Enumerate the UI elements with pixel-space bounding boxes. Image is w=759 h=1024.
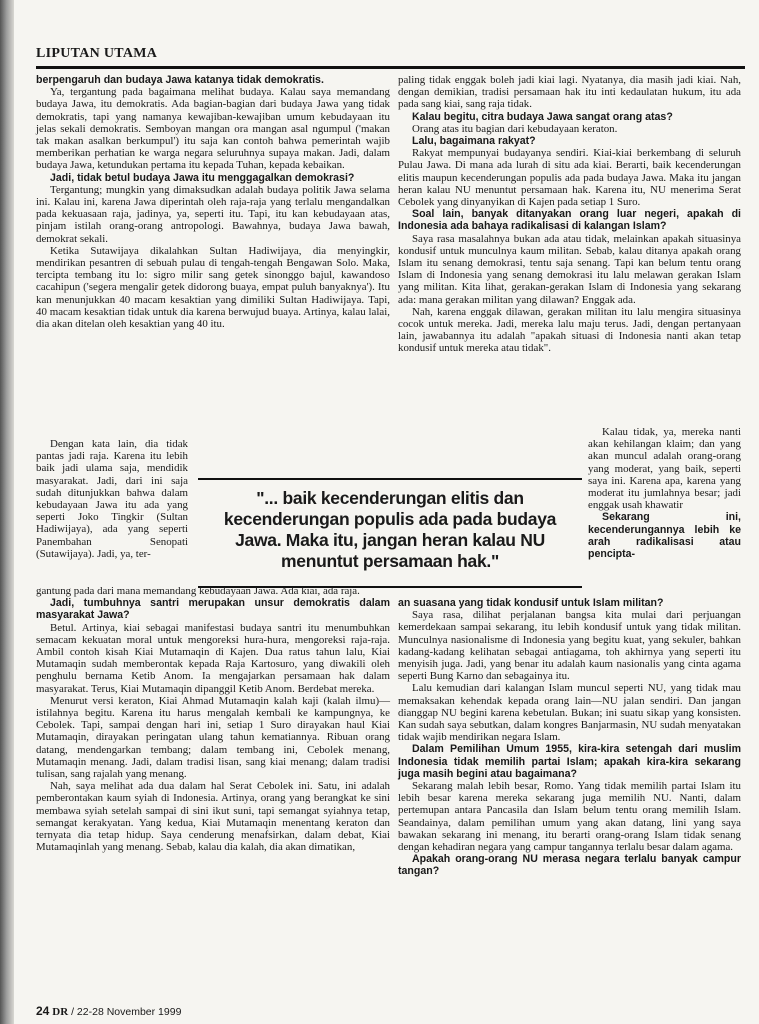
question: Jadi, tidak betul budaya Jawa itu menggagalkan demokrasi?: [50, 171, 355, 184]
pull-quote: [198, 468, 582, 588]
paragraph: Saya rasa, dilihat perjalanan bangsa kita mulai dari perjuangan kemerdekaan sampai sekarang, itu lebih kondusif untuk yang tidak militan. Munculnya nasionalisme di Indonesia yang begitu kuat, yang sekuler, bahkan kadang-kadang kelihatan sebagai antiagama, toh akhirnya yang seperti itu menyisih juga. Jadi, yang benar itu adalah kaum nasionalis yang cinta agama seperti Bung Karno dan sebagainya itu.: [398, 609, 741, 683]
question: Kalau begitu, citra budaya Jawa sangat orang atas?: [412, 110, 673, 123]
left-narrow-column: [36, 438, 188, 560]
page-number: 24: [36, 1004, 50, 1018]
paragraph: Sekarang malah lebih besar, Romo. Yang tidak memilih partai Islam itu lebih besar karena mereka sekarang juga memilih NU. Nanti, dalam pertemupan antara Pancasila dan Islam belum tentu orang memilih Islam. Seandainya, dalam pemilihan umum yang akan datang, lini yang saya bawakan sekarang ini menang, itu berarti orang-orang Islam tidak senang dengan kehadiran negara yang campur tangannya terlalu besar dalam agama.: [398, 780, 741, 854]
right-bottom-column: [398, 597, 741, 878]
paragraph: Kalau tidak, ya, mereka nanti akan kehilangan klaim; dan yang akan muncul adalah orang-orang yang moderat, yang baik, seperti saya ini. Karena apa, karena yang moderat itu jumlahnya besar; jadi enggak usah khawatir: [588, 426, 741, 512]
left-bottom-column: [36, 585, 390, 853]
issue-date: / 22-28 November 1999: [71, 1006, 182, 1018]
right-column: [398, 74, 741, 355]
paragraph: Betul. Artinya, kiai sebagai manifestasi budaya santri itu menumbuhkan semacam kekuatan moral untuk mengoreksi hura-hura, mengoreksi raja-raja. Ambil contoh kisah Kiai Mutamaqin di Kajen. Dua ratus tahun lalu, Kiai Mutamaqin sudah memberontak kepada Raja Kartosuro, yang diwakili oleh penghulu bernama Ketib Anom. Ia mengajarkan persamaan hak dalam masyarakat. Terus, Kiai Mutamaqin dipanggil Ketib Anom. Berdebat mereka.: [36, 621, 390, 695]
section-label: LIPUTAN UTAMA: [36, 46, 158, 61]
right-narrow-column: [588, 426, 741, 560]
question: Jadi, tumbuhnya santri merupakan unsur demokratis dalam masyarakat Jawa?: [36, 597, 390, 622]
paragraph: Nah, saya melihat ada dua dalam hal Serat Cebolek ini. Satu, ini adalah pemberontakan kaum syiah di Indonesia. Artinya, orang yang berangkat ke sini membawa syiah setelah sampai di sini ikut suni, tapi semangat syiahnya tetap, semangat kerakyatan. Yang kedua, Kiai Mutamaqin menentang keraton dan ternyata dia tetap hidup. Saya cenderung menafsirkan, dalam debat, Kiai Mutamaqinlah yang menang. Sebab, kalau dia kalah, dia akan dimatikan,: [36, 780, 390, 854]
left-column: [36, 74, 390, 330]
paragraph: Saya rasa masalahnya bukan ada atau tidak, melainkan apakah situasinya kondusif untuk munculnya kaum militan. Sebab, kalau ditanya apakah orang Islam itu senang demokrasi, tentu saja senang. Tapi kan belum tentu orang Islam di Indonesia yang senang demokrasi itu lalu melawan gerakan Islam yang militan. Kita lihat, gerakan-gerakan Islam di Indonesia yang sekarang ada: mana gerakan militan yang dilawan? Enggak ada.: [398, 232, 741, 306]
paragraph: Menurut versi keraton, Kiai Ahmad Mutamaqin kalah kaji (kalah ilmu)—istilahnya begitu. Karena itu harus mengalah kembali ke kampungnya, ke Cebolek. Tapi, sampai dengan hari ini, setiap 1 Suro dirayakan haul Kiai Mutamaqin, dirayakan peringatan ulang tahun kematiannya. Ribuan orang datang, mendengarkan tembang; dalam tembang ini, Cebolek menang, Mutamaqin menang. Jadi, dalam tradisi lisan, sang kiai menang; dalam tradisi tulisan, sang rajalah yang menang.: [36, 694, 390, 781]
question: an suasana yang tidak kondusif untuk Islam militan?: [398, 597, 664, 609]
paragraph: Dengan kata lain, dia tidak pantas jadi raja. Karena itu lebih baik jadi ulama saja, mendidik masyarakat. Jadi, dari ini saja sudah ditunjukkan bahwa dalam kebudayaan Jawa itu ada yang seperti Joko Tingkir (Sultan Hadiwijaya), ada yang seperti Panembahan Senopati (Sutawijaya). Jadi, ya, ter-: [36, 438, 188, 560]
question: Apakah orang-orang NU merasa negara terlalu banyak campur tangan?: [398, 853, 741, 878]
scan-margin: [0, 0, 14, 1024]
magazine-logo: DR: [52, 1006, 69, 1018]
paragraph: Orang atas itu bagian dari kebudayaan keraton.: [412, 122, 618, 135]
question: Dalam Pemilihan Umum 1955, kira-kira setengah dari muslim Indonesia tidak memilih partai Islam; apakah kira-kira sekarang juga masih begini atau bagaimana?: [398, 743, 741, 780]
question: Lalu, bagaimana rakyat?: [412, 135, 536, 148]
paragraph: paling tidak enggak boleh jadi kiai lagi. Nyatanya, dia masih jadi kiai. Nah, dengan demikian, tradisi persamaan hak itu inti kedaulatan hukum, itu ada pada sang kiai, sang raja tidak.: [398, 74, 741, 111]
page-footer: [36, 1004, 181, 1018]
question: Soal lain, banyak ditanyakan orang luar negeri, apakah di Indonesia ada bahaya radikalisasi di kalangan Islam?: [398, 208, 741, 233]
paragraph: Ya, tergantung pada bagaimana melihat budaya. Kalau saya memandang budaya Jawa, itu demokratis. Ada bagian-bagian dari budaya Jawa yang tidak demokratis, tapi yang namanya kewajiban-kewajiban umum kebudayaan itu jelas sekali demokratis. Semboyan mangan ora mangan asal ngumpul ('makan tak makan asalkan berkumpul') itu saja kan contoh bahwa pemerintah wajib memberikan perhatian ke warga negara seluruhnya supaya makan. Jadi, dalam budaya Jawa, ketundukan pertama itu kepada Tuhan, kepada kebaikan.: [36, 86, 390, 172]
paragraph: gantung pada dari mana memandang kebudayaan Jawa. Ada kiai, ada raja.: [36, 585, 360, 597]
pull-quote-text: "... baik kecenderungan elitis dan kecenderungan populis ada pada budaya Jawa. Maka itu, jangan heran kalau NU menuntut persamaan hak.": [223, 488, 557, 571]
paragraph: Rakyat mempunyai budayanya sendiri. Kiai-kiai berkembang di seluruh Pulau Jawa. Di mana ada lurah di situ ada kiai. Berarti, baik kecenderungan elitis maupun kecenderungan populis ada pada budaya Jawa. Maka itu jangan heran kalau NU menuntut persamaan hak. Karena itu, NU menerima Serat Cebolek yang dinyanyikan di Kajen pada setiap 1 Suro.: [398, 147, 741, 209]
paragraph: Lalu kemudian dari kalangan Islam muncul seperti NU, yang tidak mau memaksakan kehendak kepada orang lain—NU jalan sendiri. Dan jangan dianggap NU begini karena kebetulan. Bukan; ini suatu sikap yang konsisten. Kan sudah saya sebutkan, dalam kongres Banjarmasin, NU sudah menyatakan tidak wajib mendirikan negara Islam.: [398, 682, 741, 744]
paragraph: Nah, karena enggak dilawan, gerakan militan itu lalu mengira situasinya cocok untuk mereka. Jadi, mereka lalu maju terus. Jadi, dengan pertanyaan lain, jawabannya itu adalah "apakah situasi di Indonesia nanti akan tetap kondusif untuk mereka atau tidak".: [398, 305, 741, 355]
question: Sekarang ini, kecenderungannya lebih ke arah radikalisasi atau pencipta-: [588, 511, 741, 561]
paragraph: Tergantung; mungkin yang dimaksudkan adalah budaya politik Jawa selama ini. Kalau ini, karena Jawa diperintah oleh raja-raja yang terlalu mengandalkan pada kekuasaan raja, jadinya, ya, seperti itu. Tapi, itu kan kebudayaan atas, pinjam istilah orang-orang antropologi. Bawahnya, budaya Jawa bawah, demokrat sekali.: [36, 183, 390, 245]
paragraph: Ketika Sutawijaya dikalahkan Sultan Hadiwijaya, dia menyingkir, mendirikan pesantren di sebuah pulau di tengah-tengah Bengawan Solo. Maka, tercipta tembang itu lo: sigro milir sang getek sinonggo bajul, kawandoso cacahipun ('segera mengalir getek didorong buaya, empat puluh banyaknya'). Itu kan menunjukkan 40 macam kesaktian yang dimiliki Sultan Hadiwijaya. Tapi, 40 macam kesaktian tidak untuk dia karena berwujud buaya. Artinya, kalau lalai, dia akan ditelan oleh kesaktian yang 40 itu.: [36, 244, 390, 331]
header-rule: [36, 66, 745, 69]
paragraph: berpengaruh dan budaya Jawa katanya tidak demokratis.: [36, 74, 324, 86]
pull-quote-rule-top: [198, 478, 582, 480]
